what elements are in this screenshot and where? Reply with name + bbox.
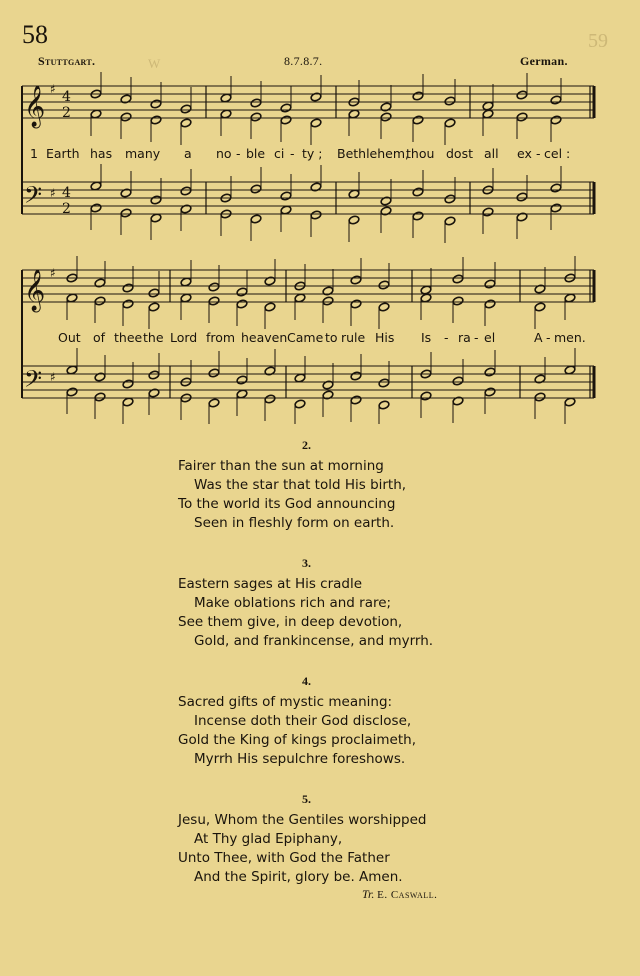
tenor-note <box>378 378 390 388</box>
soprano-note <box>250 98 262 108</box>
lyric: rule <box>341 330 366 345</box>
bass-note <box>294 399 306 409</box>
alto-note <box>516 112 528 122</box>
stanza-5 <box>178 811 426 887</box>
alto-note <box>564 293 576 303</box>
soprano-note <box>280 103 292 113</box>
bass-note <box>350 395 362 405</box>
bass-note <box>236 389 248 399</box>
alto-note <box>250 112 262 122</box>
key-sharp: ♯ <box>50 82 56 96</box>
bass-note <box>482 207 494 217</box>
bass-note <box>348 215 360 225</box>
alto-note <box>484 299 496 309</box>
alto-note <box>378 302 390 312</box>
tenor-note <box>122 379 134 389</box>
show-through-page-number: 59 <box>588 30 608 52</box>
verse-line: At Thy glad Epiphany, <box>194 831 343 847</box>
alto-note <box>150 115 162 125</box>
lyric: dost <box>446 146 473 161</box>
bass-note <box>94 392 106 402</box>
tenor-note <box>550 183 562 193</box>
bass-clef: 𝄢 <box>24 365 43 398</box>
key-sharp: ♯ <box>50 370 56 384</box>
bass-note <box>534 392 546 402</box>
bass-note <box>122 397 134 407</box>
credit-prefix: Tr. <box>362 887 375 901</box>
soprano-note <box>412 91 424 101</box>
bass-note <box>280 205 292 215</box>
lyric: ci <box>274 146 285 161</box>
bass-note <box>150 213 162 223</box>
soprano-note <box>444 96 456 106</box>
lyric: Lord <box>170 330 198 345</box>
lyric: Came <box>287 330 324 345</box>
alto-note <box>412 115 424 125</box>
alto-note <box>180 293 192 303</box>
lyric: thee <box>114 330 143 345</box>
stanza-2 <box>178 457 406 533</box>
alto-note <box>220 109 232 119</box>
lyric: His <box>375 330 395 345</box>
soprano-note <box>420 285 432 295</box>
soprano-note <box>482 101 494 111</box>
tenor-note <box>348 189 360 199</box>
alto-note <box>534 302 546 312</box>
lyric: A <box>534 330 543 345</box>
soprano-note <box>550 95 562 105</box>
lyric: to <box>325 330 338 345</box>
lyric: cel : <box>544 146 571 161</box>
show-through-initial: W <box>148 56 161 71</box>
stanza-number: 4. <box>302 674 311 688</box>
stanza-number: 5. <box>302 792 311 806</box>
time-sig: 2 <box>62 105 71 121</box>
origin: German. <box>520 54 568 68</box>
soprano-note <box>180 277 192 287</box>
lyric: - <box>546 330 551 345</box>
system-1-lyrics <box>0 146 640 164</box>
lyric: Out <box>58 330 81 345</box>
bass-note <box>208 398 220 408</box>
bass-note <box>310 210 322 220</box>
lyric: thou <box>406 146 435 161</box>
soprano-note <box>220 93 232 103</box>
alto-note <box>322 296 334 306</box>
alto-note <box>280 115 292 125</box>
tenor-note <box>66 365 78 375</box>
alto-note <box>264 302 276 312</box>
verse-line: Jesu, Whom the Gentiles worshipped <box>178 812 427 828</box>
alto-note <box>236 299 248 309</box>
soprano-note <box>236 287 248 297</box>
tenor-note <box>564 365 576 375</box>
stanza-4 <box>178 693 416 769</box>
verse-line: See them give, in deep devotion, <box>178 614 403 630</box>
lyric: - <box>236 146 241 161</box>
alto-note <box>380 112 392 122</box>
key-sharp: ♯ <box>50 266 56 280</box>
soprano-note <box>122 283 134 293</box>
bass-note <box>66 387 78 397</box>
lyric: has <box>90 146 113 161</box>
alto-note <box>180 118 192 128</box>
lyric: - <box>290 146 295 161</box>
tenor-note <box>250 184 262 194</box>
alto-note <box>122 299 134 309</box>
alto-note <box>66 293 78 303</box>
bass-note <box>550 203 562 213</box>
lyric: the <box>143 330 164 345</box>
soprano-note <box>350 275 362 285</box>
stanza-3 <box>178 575 433 651</box>
verse-line: Fairer than the sun at morning <box>178 458 384 474</box>
alto-note <box>444 118 456 128</box>
key-sharp: ♯ <box>50 186 56 200</box>
verse-line: Make oblations rich and rare; <box>194 595 392 611</box>
bass-note <box>564 397 576 407</box>
verse-line: And the Spirit, glory be. Amen. <box>194 869 403 885</box>
lyric: all <box>484 146 499 161</box>
tenor-note <box>412 187 424 197</box>
verse-number: 1 <box>30 146 38 161</box>
verse-line: Gold the King of kings proclaimeth, <box>178 732 416 748</box>
soprano-note <box>150 99 162 109</box>
verse-line: To the world its God announcing <box>178 496 396 512</box>
alto-note <box>310 118 322 128</box>
soprano-note <box>484 279 496 289</box>
lyric: ra <box>458 330 471 345</box>
tenor-note <box>452 376 464 386</box>
alto-note <box>120 112 132 122</box>
verse-line: Unto Thee, with God the Father <box>178 850 390 866</box>
time-sig: 2 <box>62 201 71 217</box>
lyric: - <box>474 330 479 345</box>
verse-line: Seen in fleshly form on earth. <box>194 515 395 531</box>
credit-name: E. Caswall. <box>377 889 438 901</box>
translator-credit <box>362 887 437 902</box>
alto-note <box>350 299 362 309</box>
alto-note <box>94 296 106 306</box>
system-2-lyrics <box>0 330 640 348</box>
tenor-note <box>444 194 456 204</box>
lyric: Earth <box>46 146 80 161</box>
lyric: a <box>184 146 192 161</box>
alto-note <box>90 109 102 119</box>
lyric: - <box>536 146 541 161</box>
stanza-number: 2. <box>302 438 311 452</box>
tenor-note <box>150 195 162 205</box>
alto-note <box>348 109 360 119</box>
lyric: from <box>206 330 236 345</box>
alto-note <box>294 293 306 303</box>
bass-note <box>264 394 276 404</box>
alto-note <box>452 296 464 306</box>
lyric: Is <box>421 330 432 345</box>
lyric: ble <box>246 146 266 161</box>
soprano-note <box>378 280 390 290</box>
bass-note <box>378 400 390 410</box>
tenor-note <box>484 367 496 377</box>
alto-note <box>550 115 562 125</box>
lyric: heaven <box>241 330 288 345</box>
bass-note <box>420 391 432 401</box>
lyric: no <box>216 146 232 161</box>
soprano-note <box>452 274 464 284</box>
bass-note <box>412 211 424 221</box>
soprano-note <box>208 282 220 292</box>
alto-note <box>420 293 432 303</box>
lyric: many <box>125 146 161 161</box>
tenor-note <box>350 371 362 381</box>
verse-line: Gold, and frankincense, and myrrh. <box>194 633 434 649</box>
tenor-note <box>516 192 528 202</box>
tenor-note <box>90 181 102 191</box>
tenor-note <box>294 373 306 383</box>
soprano-note <box>180 104 192 114</box>
time-sig: 4 <box>62 89 71 105</box>
treble-clef: 𝄞 <box>24 270 46 311</box>
tune-name: Stuttgart. <box>38 54 96 68</box>
alto-note <box>208 296 220 306</box>
tenor-note <box>236 375 248 385</box>
stanza-number: 3. <box>302 556 311 570</box>
lyric: Bethlehem, <box>337 146 410 161</box>
tenor-note <box>280 191 292 201</box>
lyric: ex <box>517 146 532 161</box>
meter: 8.7.8.7. <box>284 54 323 68</box>
lyric: ty ; <box>302 146 323 161</box>
lyric: of <box>93 330 106 345</box>
verse-line: Incense doth their God disclose, <box>194 713 412 729</box>
bass-clef: 𝄢 <box>24 181 43 214</box>
verse-line: Myrrh His sepulchre foreshows. <box>194 751 406 767</box>
page-number: 58 <box>22 20 48 49</box>
treble-clef: 𝄞 <box>24 86 46 127</box>
bass-note <box>444 216 456 226</box>
lyric: men. <box>554 330 586 345</box>
tenor-note <box>180 186 192 196</box>
tenor-note <box>208 368 220 378</box>
alto-note <box>482 109 494 119</box>
soprano-note <box>516 90 528 100</box>
bass-note <box>250 214 262 224</box>
bass-note <box>90 203 102 213</box>
time-sig: 4 <box>62 185 71 201</box>
soprano-note <box>148 288 160 298</box>
alto-note <box>148 302 160 312</box>
lyric: - <box>444 330 449 345</box>
bass-note <box>484 387 496 397</box>
verse-line: Eastern sages at His cradle <box>178 576 363 592</box>
verse-line: Sacred gifts of mystic meaning: <box>178 694 393 710</box>
verse-line: Was the star that told His birth, <box>194 477 407 493</box>
bass-note <box>120 208 132 218</box>
tenor-note <box>148 370 160 380</box>
lyric: el <box>484 330 496 345</box>
